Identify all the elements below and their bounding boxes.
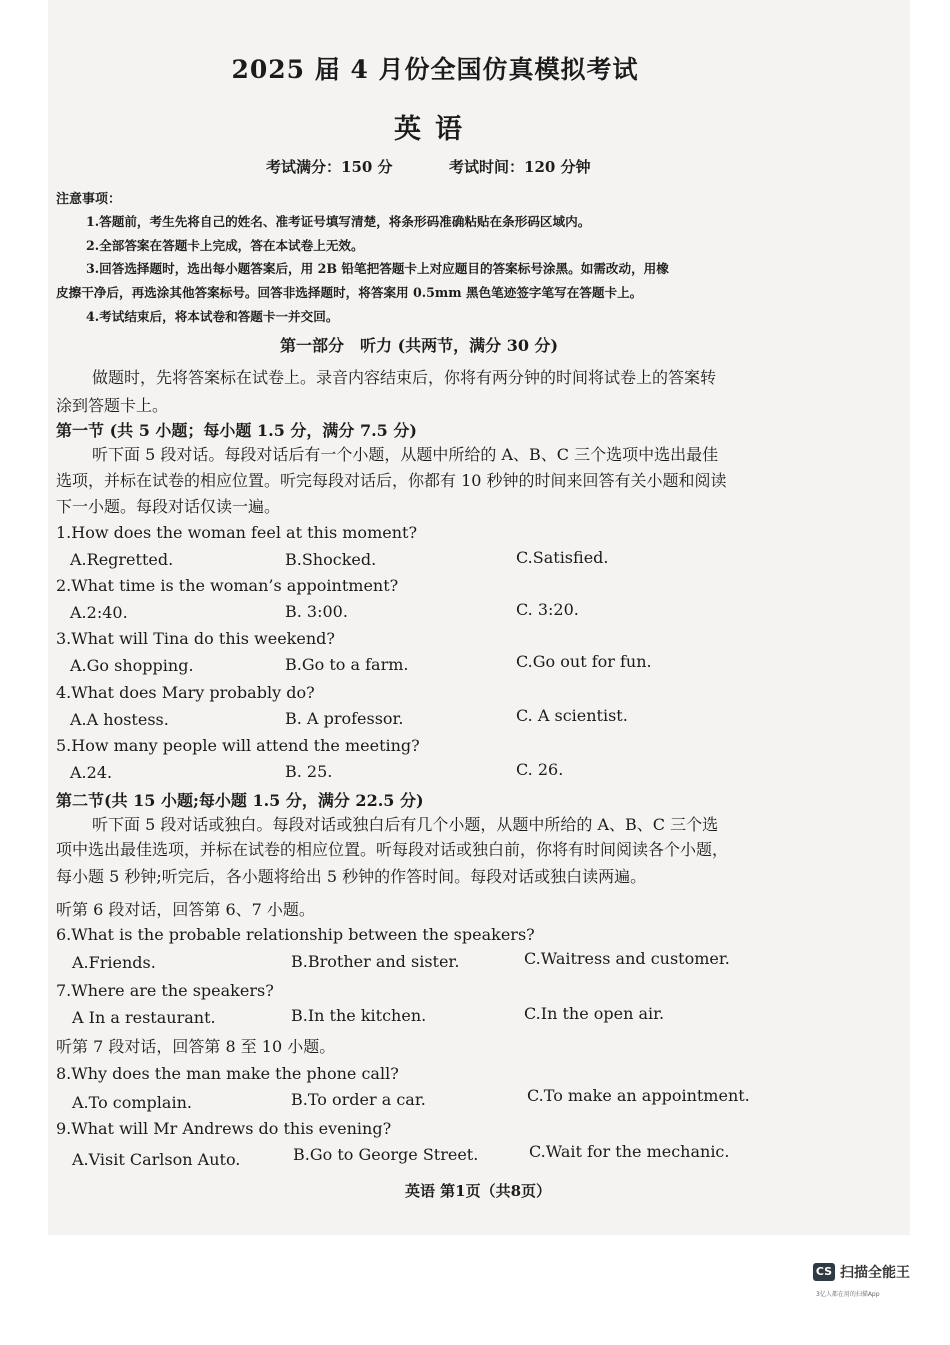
- question-3: 3.What will Tina do this weekend?: [56, 629, 335, 648]
- option-2b: B. 3:00.: [285, 602, 348, 621]
- camscanner-name: 扫描全能王: [840, 1265, 910, 1281]
- page-footer: 英语 第1页（共8页）: [404, 1182, 552, 1200]
- question-1: 1.How does the woman feel at this moment?: [56, 523, 418, 542]
- dialog-6-heading: 听第 6 段对话，回答第 6、7 小题。: [56, 900, 315, 919]
- option-3c: C.Go out for fun.: [516, 652, 652, 671]
- section2-instructions: 听下面 5 段对话或独白。每段对话或独白后有几个小题，从题中所给的 A、B、C 三个选: [92, 815, 719, 834]
- option-8a: A.To complain.: [72, 1093, 192, 1112]
- question-2: 2.What time is the woman’s appointment?: [56, 576, 399, 595]
- dialog-7-heading: 听第 7 段对话，回答第 8 至 10 小题。: [56, 1037, 336, 1056]
- question-6: 6.What is the probable relationship between the speakers?: [56, 925, 535, 944]
- camscanner-logo-icon: CS: [813, 1263, 835, 1281]
- question-9: 9.What will Mr Andrews do this evening?: [56, 1119, 392, 1138]
- full-score: 考试满分：150 分: [266, 158, 393, 176]
- option-1c: C.Satisfied.: [516, 548, 609, 567]
- option-9b: B.Go to George Street.: [293, 1145, 479, 1164]
- option-7a: A In a restaurant.: [72, 1008, 216, 1027]
- option-1b: B.Shocked.: [285, 550, 377, 569]
- option-4a: A.A hostess.: [70, 710, 169, 729]
- question-8: 8.Why does the man make the phone call?: [56, 1064, 399, 1083]
- section1-heading: 第一节 (共 5 小题；每小题 1.5 分，满分 7.5 分): [56, 421, 417, 440]
- option-2a: A.2:40.: [70, 603, 128, 622]
- notice-item-3: 3.回答选择题时，选出每小题答案后，用 2B 铅笔把答题卡上对应题目的答案标号涂黑。如需改动，用橡: [86, 261, 669, 276]
- section2-instructions-3: 每小题 5 秒钟;听完后，各小题将给出 5 秒钟的作答时间。每段对话或独白读两遍。: [56, 867, 647, 886]
- option-4c: C. A scientist.: [516, 706, 628, 725]
- section2-heading: 第二节(共 15 小题;每小题 1.5 分，满分 22.5 分): [56, 791, 424, 810]
- part1-heading: 第一部分 听力 (共两节，满分 30 分): [280, 336, 559, 355]
- question-5: 5.How many people will attend the meeting?: [56, 736, 420, 755]
- section1-instructions: 听下面 5 段对话。每段对话后有一个小题，从题中所给的 A、B、C 三个选项中选出最佳: [92, 445, 719, 464]
- option-3a: A.Go shopping.: [70, 656, 194, 675]
- notice-item-3-cont: 皮擦干净后，再选涂其他答案标号。回答非选择题时，将答案用 0.5mm 黑色笔迹签字笔写在答题卡上。: [56, 285, 643, 300]
- notice-item-1: 1.答题前，考生先将自己的姓名、准考证号填写清楚，将条形码准确粘贴在条形码区域内。: [86, 214, 591, 229]
- exam-title: 2025 届 4 月份全国仿真模拟考试: [231, 55, 639, 84]
- notice-item-2: 2.全部答案在答题卡上完成，答在本试卷上无效。: [86, 238, 364, 253]
- section1-instructions-2: 选项，并标在试卷的相应位置。听完每段对话后，你都有 10 秒钟的时间来回答有关小题和阅读: [56, 471, 727, 490]
- option-5a: A.24.: [70, 763, 113, 782]
- question-7: 7.Where are the speakers?: [56, 981, 274, 1000]
- option-7b: B.In the kitchen.: [291, 1006, 427, 1025]
- option-6c: C.Waitress and customer.: [524, 949, 730, 968]
- subject-title: 英语: [394, 114, 476, 145]
- option-5b: B. 25.: [285, 762, 333, 781]
- question-4: 4.What does Mary probably do?: [56, 683, 315, 702]
- option-1a: A.Regretted.: [70, 550, 174, 569]
- option-2c: C. 3:20.: [516, 600, 579, 619]
- exam-time: 考试时间：120 分钟: [449, 158, 591, 176]
- notice-item-4: 4.考试结束后，将本试卷和答题卡一并交回。: [86, 309, 339, 324]
- option-9a: A.Visit Carlson Auto.: [72, 1150, 241, 1169]
- option-8c: C.To make an appointment.: [527, 1086, 750, 1105]
- section2-instructions-2: 项中选出最佳选项，并标在试卷的相应位置。听每段对话或独白前，你将有时间阅读各个小题，: [56, 840, 729, 859]
- option-6b: B.Brother and sister.: [291, 952, 460, 971]
- option-9c: C.Wait for the mechanic.: [529, 1142, 730, 1161]
- option-7c: C.In the open air.: [524, 1004, 665, 1023]
- option-6a: A.Friends.: [72, 953, 156, 972]
- option-5c: C. 26.: [516, 760, 564, 779]
- part1-intro-cont: 涂到答题卡上。: [56, 396, 169, 415]
- option-8b: B.To order a car.: [291, 1090, 426, 1109]
- option-3b: B.Go to a farm.: [285, 655, 409, 674]
- section1-instructions-3: 下一小题。每段对话仅读一遍。: [56, 497, 281, 516]
- notice-heading: 注意事项：: [56, 192, 122, 207]
- camscanner-tagline: 3亿人都在用的扫描App: [816, 1291, 880, 1298]
- option-4b: B. A professor.: [285, 709, 404, 728]
- part1-intro: 做题时，先将答案标在试卷上。录音内容结束后，你将有两分钟的时间将试卷上的答案转: [92, 368, 717, 387]
